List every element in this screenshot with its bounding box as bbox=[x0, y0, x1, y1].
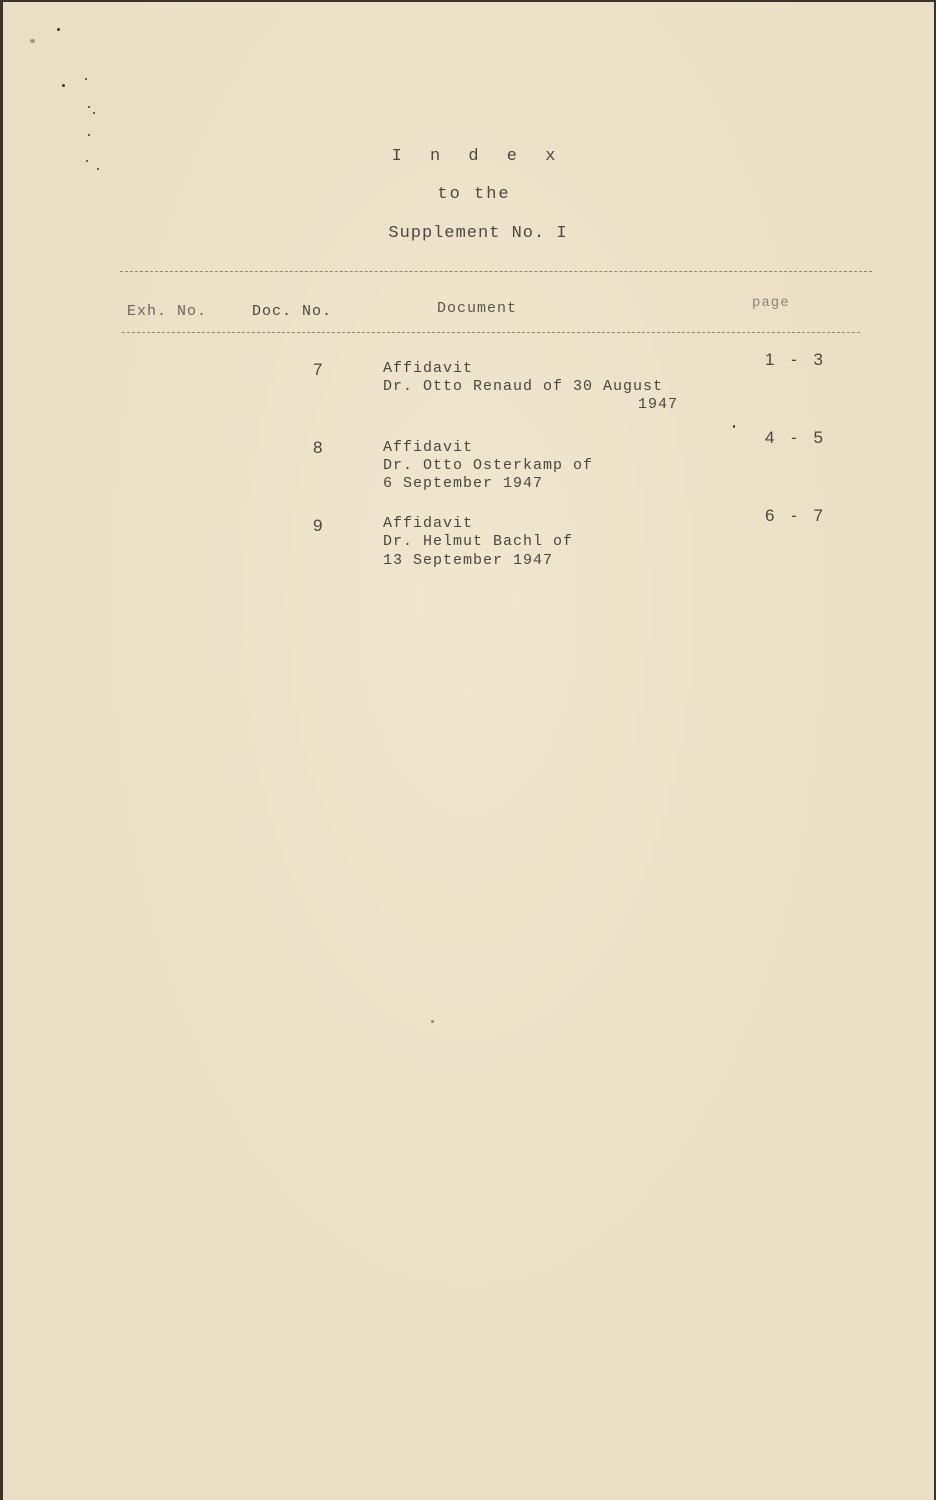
paper-speck bbox=[57, 28, 60, 31]
paper-speck bbox=[88, 106, 90, 108]
page-left-edge bbox=[0, 0, 3, 1500]
paper-speck bbox=[88, 134, 90, 136]
entry-date: 13 September 1947 bbox=[383, 552, 554, 569]
entry-author: Dr. Helmut Bachl of bbox=[383, 533, 574, 550]
column-header-document: Document bbox=[437, 300, 518, 317]
column-header-exh-no: Exh. No. bbox=[127, 303, 208, 320]
entry-date: 1947 bbox=[638, 396, 679, 413]
entry-pages: 1 - 3 bbox=[765, 350, 830, 369]
paper-speck bbox=[62, 84, 65, 87]
paper-speck bbox=[93, 112, 95, 114]
entry-date: 6 September 1947 bbox=[383, 475, 544, 492]
header-bottom-rule bbox=[122, 332, 860, 333]
supplement-title: Supplement No. I bbox=[388, 224, 568, 243]
paper-speck bbox=[97, 168, 99, 170]
column-header-page: page bbox=[752, 295, 790, 311]
entry-doc-no: 8 bbox=[313, 438, 323, 457]
paper-speck bbox=[733, 425, 735, 428]
entry-author: Dr. Otto Osterkamp of bbox=[383, 457, 594, 474]
entry-type: Affidavit bbox=[383, 439, 474, 456]
entry-doc-no: 7 bbox=[313, 360, 323, 379]
paper-speck bbox=[431, 1020, 434, 1023]
index-subtitle: to the bbox=[437, 185, 511, 204]
entry-type: Affidavit bbox=[383, 360, 474, 377]
paper-speck bbox=[85, 78, 87, 80]
column-header-doc-no: Doc. No. bbox=[252, 303, 333, 320]
entry-pages: 6 - 7 bbox=[765, 506, 830, 525]
entry-author: Dr. Otto Renaud of 30 August bbox=[383, 378, 664, 395]
entry-pages: 4 - 5 bbox=[765, 428, 830, 447]
header-top-rule bbox=[120, 271, 872, 272]
index-title: I n d e x bbox=[391, 147, 565, 166]
entry-doc-no: 9 bbox=[313, 516, 323, 535]
entry-type: Affidavit bbox=[383, 515, 474, 532]
paper-speck bbox=[30, 39, 35, 43]
page-top-edge bbox=[0, 0, 936, 2]
